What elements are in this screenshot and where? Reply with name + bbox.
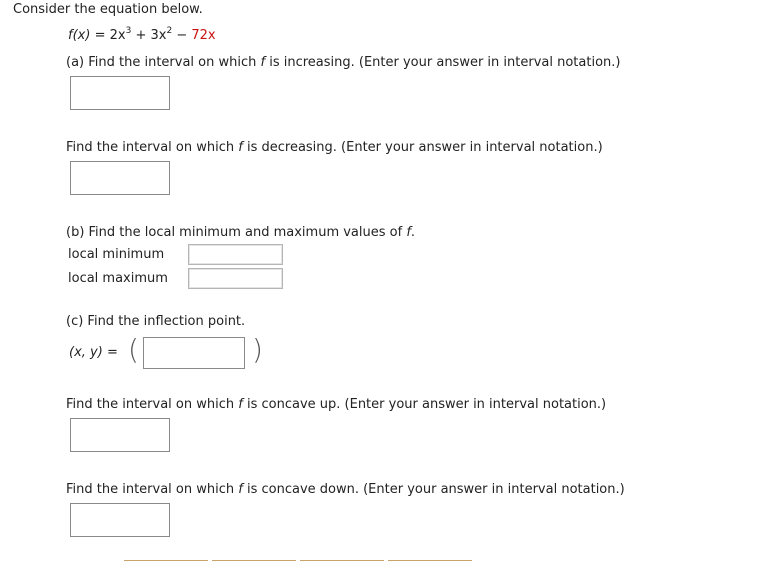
local-maximum-input[interactable] (188, 268, 283, 289)
function-symbol: f (406, 225, 411, 240)
question-local-extrema (66, 225, 415, 240)
equation-exponent-1: 3 (125, 26, 132, 36)
question-increasing-post: is increasing. (Enter your answer in interval notation.) (265, 55, 621, 70)
question-concave-down-post: is concave down. (Enter your answer in interval notation.) (242, 482, 625, 497)
function-symbol: f (238, 140, 243, 155)
bottom-divider-1 (124, 560, 208, 561)
inflection-xy-label (69, 345, 118, 360)
equation-minus: − (176, 28, 188, 43)
question-concave-up-post: is concave up. (Enter your answer in interval notation.) (242, 397, 607, 412)
open-paren: ( (128, 333, 139, 366)
equation-lhs: f(x) (68, 28, 91, 43)
bottom-divider-2 (212, 560, 296, 561)
close-paren: ) (252, 333, 263, 366)
question-inflection: (c) Find the inflection point. (66, 314, 246, 329)
equation-plus: + (135, 28, 147, 43)
question-concave-down (66, 482, 625, 497)
intro-text: Consider the equation below. (13, 2, 203, 17)
bottom-divider-3 (300, 560, 384, 561)
equation-term-1: 2x (109, 28, 126, 43)
xy-equals: = (106, 345, 118, 360)
question-increasing (66, 55, 620, 70)
function-symbol: f (238, 397, 243, 412)
question-decreasing-pre: Find the interval on which (66, 140, 239, 155)
question-concave-up (66, 397, 606, 412)
equation-equals: = (94, 28, 106, 43)
local-maximum-label: local maximum (68, 271, 168, 286)
inflection-point-input[interactable] (143, 337, 245, 369)
increasing-interval-input[interactable] (70, 76, 170, 110)
equation-term-2: 3x (150, 28, 167, 43)
question-local-extrema-period: . (410, 225, 416, 240)
concave-down-interval-input[interactable] (70, 503, 170, 537)
decreasing-interval-input[interactable] (70, 161, 170, 195)
question-decreasing (66, 140, 603, 155)
question-concave-up-pre: Find the interval on which (66, 397, 239, 412)
local-minimum-label: local minimum (68, 247, 165, 262)
question-concave-down-pre: Find the interval on which (66, 482, 239, 497)
xy-symbol: (x, y) (69, 345, 103, 360)
question-local-extrema-pre: (b) Find the local minimum and maximum values of (66, 225, 407, 240)
equation-exponent-2: 2 (166, 26, 173, 36)
equation-term-3: 72x (191, 28, 216, 43)
bottom-divider-4 (388, 560, 472, 561)
question-increasing-pre: (a) Find the interval on which (66, 55, 261, 70)
concave-up-interval-input[interactable] (70, 418, 170, 452)
function-symbol: f (260, 55, 266, 70)
question-decreasing-post: is decreasing. (Enter your answer in interval notation.) (242, 140, 603, 155)
function-symbol: f (238, 482, 243, 497)
local-minimum-input[interactable] (188, 244, 283, 265)
equation (68, 28, 216, 43)
